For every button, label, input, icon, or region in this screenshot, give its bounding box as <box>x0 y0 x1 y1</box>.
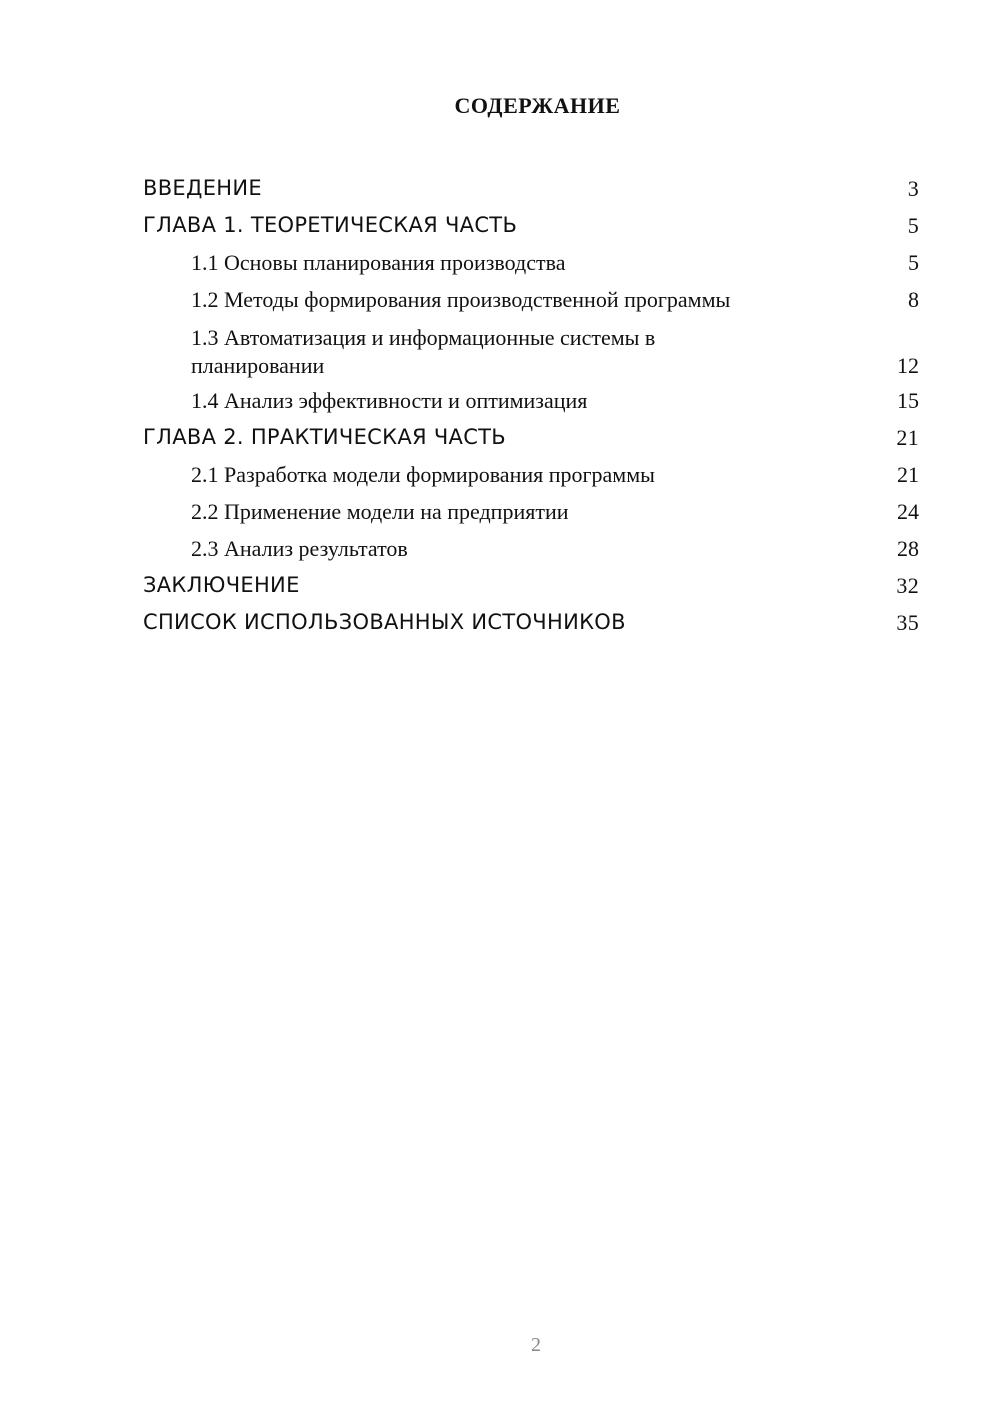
toc-entry-page: 35 <box>896 610 919 635</box>
toc-entry-page: 5 <box>907 213 919 238</box>
toc-entry-page: 5 <box>908 250 919 275</box>
toc-entry-title: ЗАКЛЮЧЕНИЕ <box>143 573 300 597</box>
toc-entry-page: 15 <box>897 388 919 413</box>
toc-entry-page: 21 <box>896 425 919 450</box>
table-of-contents <box>143 168 919 639</box>
toc-entry-section-2-1[interactable] <box>143 454 919 491</box>
page-title: СОДЕРЖАНИЕ <box>454 93 621 118</box>
page-number: 2 <box>531 1334 541 1356</box>
toc-entry-chapter-2[interactable] <box>143 417 919 454</box>
toc-entry-page: 21 <box>897 462 919 487</box>
toc-entry-page: 12 <box>897 353 919 378</box>
toc-entry-title: 2.2 Применение модели на предприятии <box>191 499 569 524</box>
toc-entry-section-2-2[interactable] <box>143 491 919 528</box>
toc-entry-references[interactable] <box>143 602 919 639</box>
toc-entry-section-1-2[interactable] <box>143 279 919 316</box>
toc-entry-title: 2.3 Анализ результатов <box>191 536 408 561</box>
toc-entry-introduction[interactable] <box>143 168 919 205</box>
toc-entry-title: 1.4 Анализ эффективности и оптимизация <box>191 388 588 413</box>
toc-entry-section-1-4[interactable] <box>143 380 919 417</box>
toc-entry-title: 1.1 Основы планирования производства <box>191 250 566 275</box>
toc-entry-title: ВВЕДЕНИЕ <box>143 176 262 200</box>
toc-entry-page: 28 <box>897 536 919 561</box>
toc-entry-title: ГЛАВА 2. ПРАКТИЧЕСКАЯ ЧАСТЬ <box>143 425 507 449</box>
toc-entry-section-2-3[interactable] <box>143 528 919 565</box>
toc-entry-title: 2.1 Разработка модели формирования программы <box>191 462 655 487</box>
toc-entry-page: 8 <box>908 287 919 312</box>
toc-entry-section-1-3[interactable] <box>143 316 919 380</box>
toc-entry-conclusion[interactable] <box>143 565 919 602</box>
toc-entry-chapter-1[interactable] <box>143 205 919 242</box>
toc-entry-section-1-1[interactable] <box>143 242 919 279</box>
toc-entry-title: СПИСОК ИСПОЛЬЗОВАННЫХ ИСТОЧНИКОВ <box>143 610 626 634</box>
toc-entry-page: 3 <box>907 176 919 201</box>
toc-entry-page: 32 <box>896 573 919 598</box>
toc-entry-title: 1.2 Методы формирования производственной программы <box>191 287 731 312</box>
toc-entry-page: 24 <box>897 499 919 524</box>
toc-entry-title: 1.3 Автоматизация и информационные системы в планировании <box>191 325 656 378</box>
toc-entry-title: ГЛАВА 1. ТЕОРЕТИЧЕСКАЯ ЧАСТЬ <box>143 213 518 237</box>
